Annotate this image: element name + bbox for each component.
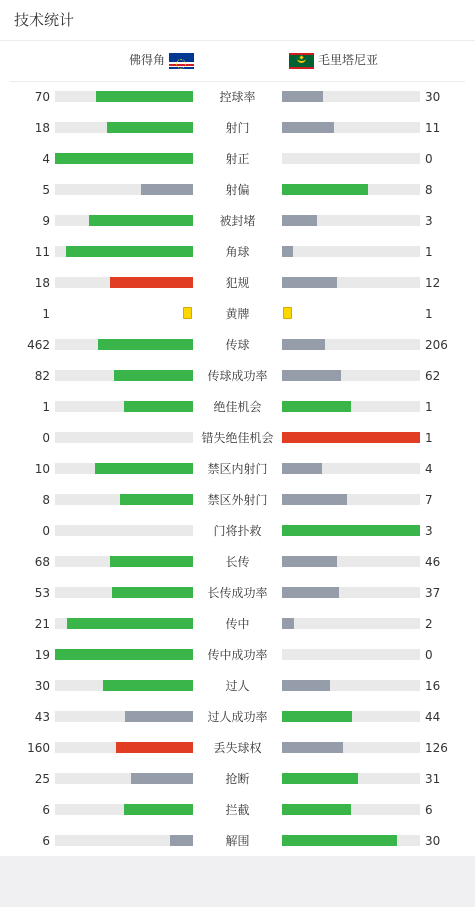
stat-row [0,794,475,825]
stat-row [0,112,475,143]
home-stat-value: 1 [42,307,50,321]
home-stat-bar [124,804,193,815]
home-stat-value: 6 [42,803,50,817]
home-stat-value: 4 [42,152,50,166]
home-stat-bar-track [55,246,193,257]
away-stat-value: 2 [425,617,433,631]
stat-label: 传球成功率 [207,369,268,383]
stat-label: 角球 [225,245,250,259]
away-stat-value: 46 [425,555,441,569]
away-stat-bar [282,91,323,102]
home-stat-bar-track [55,587,193,598]
home-stat-bar-track [55,556,193,567]
home-stat-bar [141,184,193,195]
away-stat-bar-track [282,835,420,846]
away-stat-bar [282,401,351,412]
home-stat-value: 18 [34,121,50,135]
stat-row [0,515,475,546]
home-stat-bar [55,153,193,164]
home-stat-bar-track [55,835,193,846]
home-stat-value: 9 [42,214,50,228]
stat-label: 禁区内射门 [207,462,268,476]
away-stat-bar-track [282,184,420,195]
stat-label: 传中 [225,617,250,631]
away-stat-bar-track [282,215,420,226]
home-stat-bar [170,835,193,846]
away-stat-value: 31 [425,772,441,786]
home-stat-bar [116,742,193,753]
yellow-card-icon [183,307,192,319]
home-stat-bar [110,277,193,288]
away-stat-bar-track [282,91,420,102]
away-stat-bar [282,773,358,784]
home-stat-bar-track [55,649,193,660]
stat-label: 射正 [225,152,250,166]
stat-row [0,453,475,484]
away-stat-bar-track [282,432,420,443]
home-stat-bar [107,122,193,133]
away-stat-bar-track [282,277,420,288]
away-stat-value: 6 [425,803,433,817]
stat-row [0,236,475,267]
stat-row [0,701,475,732]
stat-label: 传球 [225,338,250,352]
home-stat-value: 0 [42,524,50,538]
teams-header [0,48,475,74]
away-stat-value: 126 [425,741,448,755]
away-stat-bar-track [282,742,420,753]
away-stat-value: 44 [425,710,441,724]
home-stat-bar [98,339,193,350]
away-stat-bar-track [282,370,420,381]
home-stat-value: 21 [34,617,50,631]
home-stat-bar [55,649,193,660]
stat-label: 过人成功率 [207,710,268,724]
away-stat-bar-track [282,804,420,815]
stat-label: 控球率 [219,90,256,104]
away-stat-bar [282,339,325,350]
home-stat-bar-track [55,277,193,288]
home-stat-value: 11 [34,245,50,259]
away-stat-bar-track [282,494,420,505]
away-stat-bar [282,122,334,133]
home-stat-bar-track [55,370,193,381]
home-stat-value: 68 [34,555,50,569]
stat-label: 长传 [225,555,250,569]
stat-label: 拦截 [225,803,250,817]
stat-row [0,267,475,298]
away-stat-value: 1 [425,431,433,445]
stat-label: 绝佳机会 [213,400,262,414]
away-stat-bar [282,494,347,505]
away-stat-bar [282,711,352,722]
stat-row [0,360,475,391]
stat-label: 被封堵 [219,214,256,228]
home-stat-bar-track [55,91,193,102]
home-stat-value: 19 [34,648,50,662]
away-stat-bar [282,463,322,474]
stat-row [0,298,475,329]
away-stat-bar [282,618,294,629]
stat-label: 黄牌 [225,307,250,321]
away-stat-bar [282,556,337,567]
stat-row [0,329,475,360]
away-stat-bar [282,246,293,257]
away-stat-value: 12 [425,276,441,290]
stat-label: 犯规 [225,276,250,290]
away-stat-value: 0 [425,648,433,662]
stat-row [0,670,475,701]
home-team-name: 佛得角 [128,53,165,67]
home-stat-bar [120,494,193,505]
home-stat-bar [112,587,193,598]
stat-row [0,825,475,856]
away-stat-bar-track [282,339,420,350]
away-stat-bar [282,525,420,536]
stat-row [0,422,475,453]
stat-row [0,608,475,639]
cape-verde-flag-icon [169,53,194,69]
home-stat-bar [103,680,193,691]
home-stat-value: 462 [27,338,50,352]
stat-row [0,391,475,422]
away-stat-bar [282,432,420,443]
stat-row [0,639,475,670]
away-stat-value: 37 [425,586,441,600]
home-stat-value: 10 [34,462,50,476]
home-stat-bar-track [55,711,193,722]
away-stat-bar-track [282,153,420,164]
home-stat-bar-track [55,463,193,474]
home-stat-bar [125,711,193,722]
home-stat-value: 6 [42,834,50,848]
away-stat-bar-track [282,773,420,784]
away-stat-bar [282,804,351,815]
away-stat-bar [282,835,397,846]
home-stat-bar-track [55,184,193,195]
page-title: 技术统计 [14,11,75,29]
home-stat-value: 0 [42,431,50,445]
home-stat-value: 70 [34,90,50,104]
home-stat-bar-track [55,401,193,412]
home-stat-bar [66,246,193,257]
away-stat-bar-track [282,711,420,722]
away-stat-bar-track [282,463,420,474]
stat-label: 解围 [225,834,250,848]
away-stat-value: 16 [425,679,441,693]
away-stat-value: 4 [425,462,433,476]
home-stat-bar [114,370,193,381]
away-stat-bar [282,587,339,598]
home-stat-bar-track [55,432,193,443]
away-stat-bar-track [282,401,420,412]
home-stat-bar [110,556,193,567]
away-stat-value: 0 [425,152,433,166]
home-stat-bar-track [55,804,193,815]
away-stat-value: 30 [425,90,441,104]
away-stat-bar [282,277,337,288]
stat-row [0,763,475,794]
away-stat-value: 1 [425,307,433,321]
stat-row [0,546,475,577]
stat-row [0,577,475,608]
away-stat-bar [282,680,330,691]
home-stat-value: 30 [34,679,50,693]
home-stat-value: 18 [34,276,50,290]
home-stat-bar-track [55,215,193,226]
away-stat-bar-track [282,680,420,691]
stat-label: 错失绝佳机会 [201,431,274,445]
stat-label: 传中成功率 [207,648,268,662]
away-stat-bar-track [282,587,420,598]
away-stat-value: 1 [425,400,433,414]
away-stat-bar [282,742,343,753]
away-stat-value: 3 [425,214,433,228]
home-stat-bar-track [55,618,193,629]
away-stat-value: 206 [425,338,448,352]
away-team-name: 毛里塔尼亚 [318,53,379,67]
stat-label: 过人 [225,679,250,693]
home-stat-bar [131,773,193,784]
away-stat-value: 11 [425,121,441,135]
yellow-card-icon [283,307,292,319]
away-stat-bar [282,370,341,381]
stat-row [0,174,475,205]
home-stat-bar [96,91,193,102]
away-stat-value: 3 [425,524,433,538]
away-stat-value: 8 [425,183,433,197]
title-divider [0,40,475,41]
home-stat-bar [67,618,193,629]
stat-row [0,81,475,112]
away-stat-bar-track [282,618,420,629]
stat-label: 射偏 [225,183,250,197]
away-stat-bar-track [282,649,420,660]
stat-label: 门将扑救 [213,524,262,538]
home-stat-bar [124,401,193,412]
stat-row [0,205,475,236]
home-stat-value: 1 [42,400,50,414]
home-stat-bar-track [55,494,193,505]
home-stat-bar-track [55,339,193,350]
stat-row [0,732,475,763]
home-stat-value: 8 [42,493,50,507]
away-stat-value: 62 [425,369,441,383]
away-stat-bar-track [282,122,420,133]
away-stat-bar-track [282,525,420,536]
away-stat-bar-track [282,556,420,567]
home-stat-value: 43 [34,710,50,724]
away-stat-bar [282,184,368,195]
home-stat-bar-track [55,525,193,536]
away-stat-bar [282,215,317,226]
home-stat-bar-track [55,773,193,784]
home-stat-bar-track [55,680,193,691]
home-stat-bar-track [55,742,193,753]
home-stat-bar [95,463,193,474]
away-stat-bar-track [282,246,420,257]
stats-list [0,81,475,856]
home-stat-bar-track [55,153,193,164]
stat-row [0,143,475,174]
stat-label: 长传成功率 [207,586,268,600]
stat-label: 丢失球权 [213,741,262,755]
home-stat-value: 53 [34,586,50,600]
home-stat-bar-track [55,122,193,133]
stat-label: 射门 [225,121,250,135]
home-stat-value: 82 [34,369,50,383]
away-stat-value: 1 [425,245,433,259]
stat-label: 禁区外射门 [207,493,268,507]
stat-label: 抢断 [225,772,250,786]
home-stat-value: 5 [42,183,50,197]
away-stat-value: 30 [425,834,441,848]
mauritania-flag-icon [289,53,314,69]
home-stat-value: 160 [27,741,50,755]
home-stat-value: 25 [34,772,50,786]
away-stat-value: 7 [425,493,433,507]
stat-row [0,484,475,515]
home-stat-bar [89,215,193,226]
